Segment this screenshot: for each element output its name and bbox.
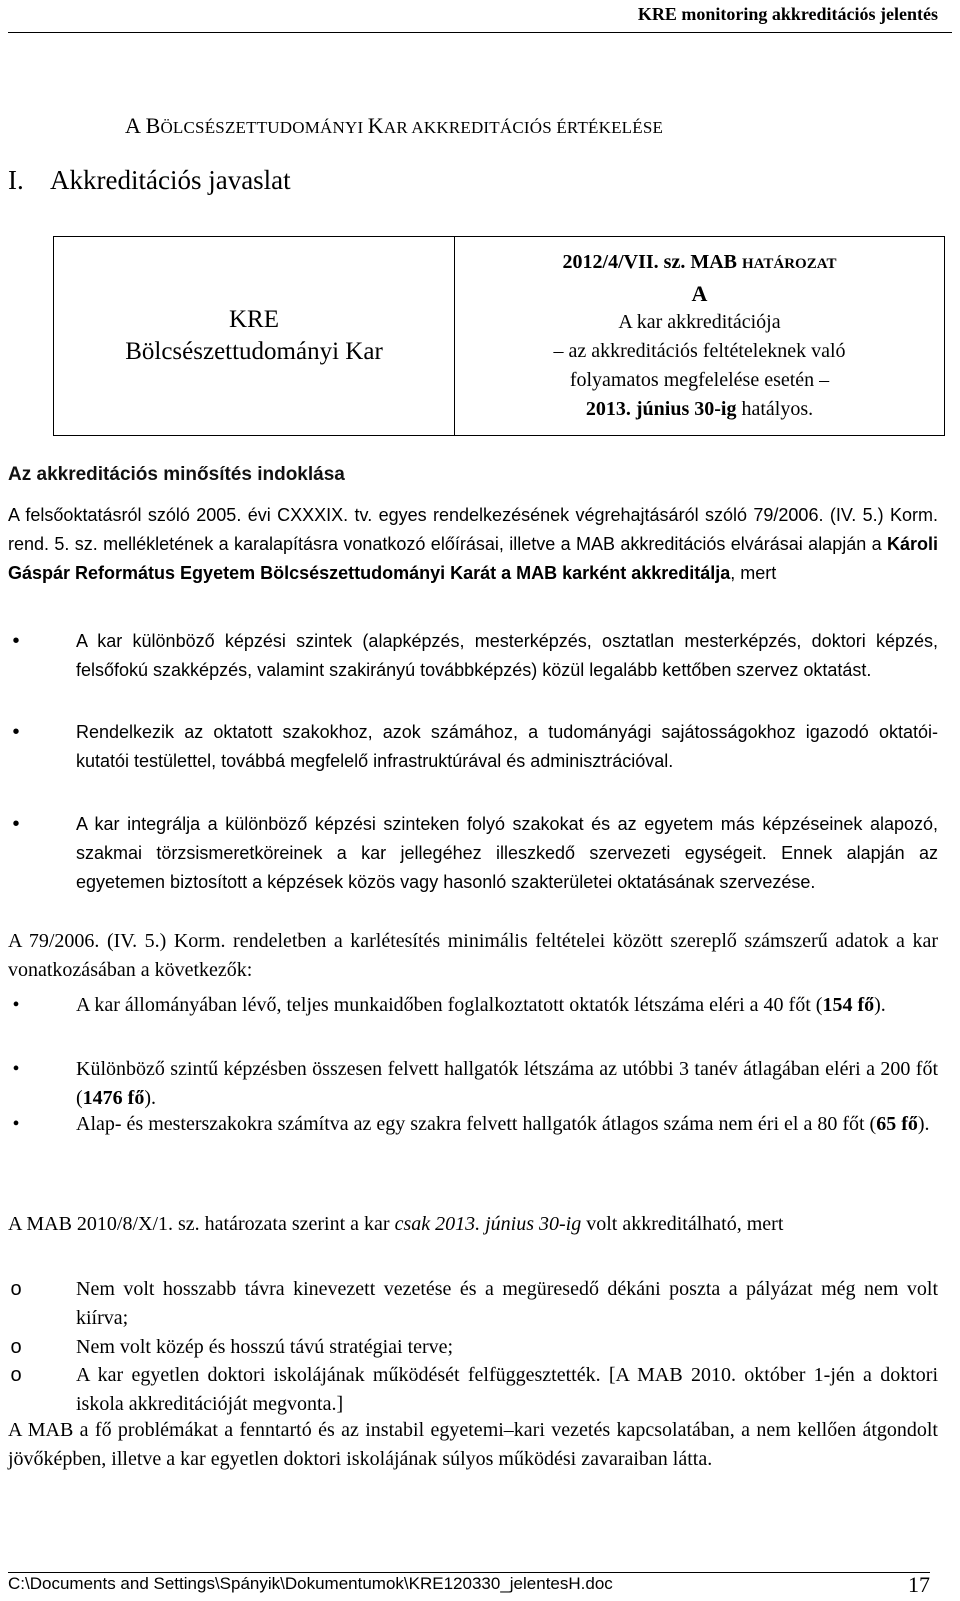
footer bbox=[8, 1572, 930, 1597]
footer-rule bbox=[8, 1572, 930, 1573]
list-item-text: A kar egyetlen doktori iskolájának működését felfüggesztették. [A MAB 2010. október 1-jén a doktori iskola akkreditációját megvonta.] bbox=[76, 1364, 938, 1415]
list-item bbox=[10, 1333, 938, 1362]
list-item-text: Különböző szintű képzésben összesen felvett hallgatók létszáma az utóbbi 3 tanév átlagában eléri a 200 főt (1476 fő). bbox=[76, 1058, 938, 1109]
decision-line: A kar akkreditációja bbox=[618, 311, 781, 333]
list-item bbox=[12, 627, 938, 685]
numbers-intro: A 79/2006. (IV. 5.) Korm. rendeletben a karlétesítés minimális feltételei között szereplő számszerű adatok a kar vonatkozásában a következők: bbox=[8, 930, 938, 981]
document-title bbox=[125, 113, 663, 139]
decision-mab: MAB bbox=[685, 251, 742, 273]
list-item-text: Alap- és mesterszakokra számítva az egy szakra felvett hallgatók átlagos száma nem éri el a 80 főt (65 fő). bbox=[76, 1113, 930, 1135]
faculty-name: Bölcsészettudományi Kar bbox=[125, 338, 383, 365]
intro-bold: Károli Gáspár Református Egyetem Bölcsészettudományi Karát a MAB karként akkreditálja bbox=[8, 534, 938, 583]
bullet-icon: • bbox=[12, 721, 20, 743]
header-rule bbox=[8, 32, 952, 33]
title-part: ÖLCSÉSZETTUDOMÁNYI bbox=[160, 118, 368, 137]
intro-text: A felsőoktatásról szóló 2005. évi CXXXIX. tv. egyes rendelkezésének végrehajtásáról szóló 79/2006. (IV. 5.) Korm. rend. 5. sz. mellékletének a karalapításra vonatkozó előírásai, illetve a MAB akkreditációs elvárásai alapján a bbox=[8, 505, 938, 554]
title-part: A bbox=[125, 113, 146, 138]
justification-heading: Az akkreditációs minősítés indoklása bbox=[8, 464, 345, 485]
running-header: KRE monitoring akkreditációs jelentés bbox=[637, 4, 938, 24]
list-item bbox=[12, 991, 938, 1020]
validity-date: 2013. június 30-ig bbox=[585, 398, 737, 420]
section-title: Akkreditációs javaslat bbox=[50, 165, 291, 195]
intro-end: , mert bbox=[730, 563, 777, 583]
bullet-icon: • bbox=[12, 813, 20, 835]
list-item-text: Nem volt közép és hosszú távú stratégiai terve; bbox=[76, 1336, 454, 1358]
list-item-text: A kar különböző képzési szintek (alapképzés, mesterképzés, osztatlan mesterképzés, doktori képzés, felsőfokú szakképzés, valamint szakirányú továbbképzés) közül legalább kettőben szervez oktatást. bbox=[76, 631, 938, 680]
decision-line: folyamatos megfelelése esetén – bbox=[569, 369, 830, 391]
history-intro: A MAB 2010/8/X/1. sz. határozata szerint a kar csak 2013. június 30-ig volt akkreditálható, mert bbox=[8, 1213, 784, 1235]
title-part: K bbox=[367, 113, 384, 138]
decision-line: – az akkreditációs feltételeknek való bbox=[553, 340, 846, 362]
decision-label: HATÁROZAT bbox=[742, 256, 837, 272]
list-item bbox=[12, 810, 938, 897]
decision-cell bbox=[455, 237, 945, 436]
decision-code bbox=[455, 248, 944, 279]
list-item bbox=[12, 718, 938, 776]
faculty-university: KRE bbox=[229, 306, 279, 333]
list-item-text: A kar állományában lévő, teljes munkaidőben foglalkoztatott oktatók létszáma eléri a 40 főt (154 fő). bbox=[76, 994, 886, 1016]
bullet-icon: • bbox=[12, 1113, 20, 1135]
decision-table bbox=[53, 236, 945, 436]
bullet-icon: • bbox=[12, 1058, 20, 1080]
circle-bullet-icon: o bbox=[10, 1336, 22, 1358]
page-number: 17 bbox=[908, 1572, 930, 1597]
faculty-cell bbox=[54, 237, 455, 436]
list-item bbox=[12, 1055, 938, 1113]
justification-intro bbox=[8, 501, 938, 588]
title-part: B bbox=[145, 113, 161, 138]
bullet-icon: • bbox=[12, 994, 20, 1016]
list-item-text: Rendelkezik az oktatott szakokhoz, azok számához, a tudományági sajátosságokhoz igazodó oktatói-kutatói testülettel, továbbá megfelelő infrastruktúrával és adminisztrációval. bbox=[76, 722, 938, 771]
circle-bullet-icon: o bbox=[10, 1364, 22, 1386]
list-item bbox=[10, 1275, 938, 1333]
list-item bbox=[12, 1110, 938, 1139]
footer-path: C:\Documents and Settings\Spányik\Dokumentumok\KRE120330_jelentesH.doc bbox=[8, 1574, 613, 1593]
list-item-text: A kar integrálja a különböző képzési szinteken folyó szakokat és az egyetem más képzéseinek alapozó, szakmai törzsismeretköreinek a kar jellegéhez illeszkedő szervezeti egységeit. Ennek alapján az egyetemen biztosított a képzések közös vagy hasonló szakterületei oktatásának szervezése. bbox=[76, 814, 938, 892]
list-item-text: Nem volt hosszabb távra kinevezett vezetése és a megüresedő dékáni poszta a pályázat még nem volt kiírva; bbox=[76, 1278, 938, 1329]
history-closing: A MAB a fő problémákat a fenntartó és az instabil egyetemi–kari vezetés kapcsolatában, a nem kellően átgondolt jövőképben, illetve a kar egyetlen doktori iskolájának súlyos működési zavaraiban látta. bbox=[8, 1419, 938, 1470]
circle-bullet-icon: o bbox=[10, 1278, 22, 1300]
list-item bbox=[10, 1361, 938, 1419]
bullet-icon: • bbox=[12, 630, 20, 652]
section-heading bbox=[8, 165, 291, 196]
history-deadline: csak 2013. június 30-ig bbox=[394, 1213, 582, 1235]
decision-grade: A bbox=[691, 281, 708, 306]
decision-validity bbox=[455, 395, 944, 424]
decision-number: 2012/4/VII. sz. bbox=[562, 251, 686, 273]
title-part: AR AKKREDITÁCIÓS ÉRTÉKELÉSE bbox=[383, 118, 664, 137]
validity-rest: hatályos. bbox=[736, 398, 814, 420]
section-number: I. bbox=[8, 165, 24, 195]
